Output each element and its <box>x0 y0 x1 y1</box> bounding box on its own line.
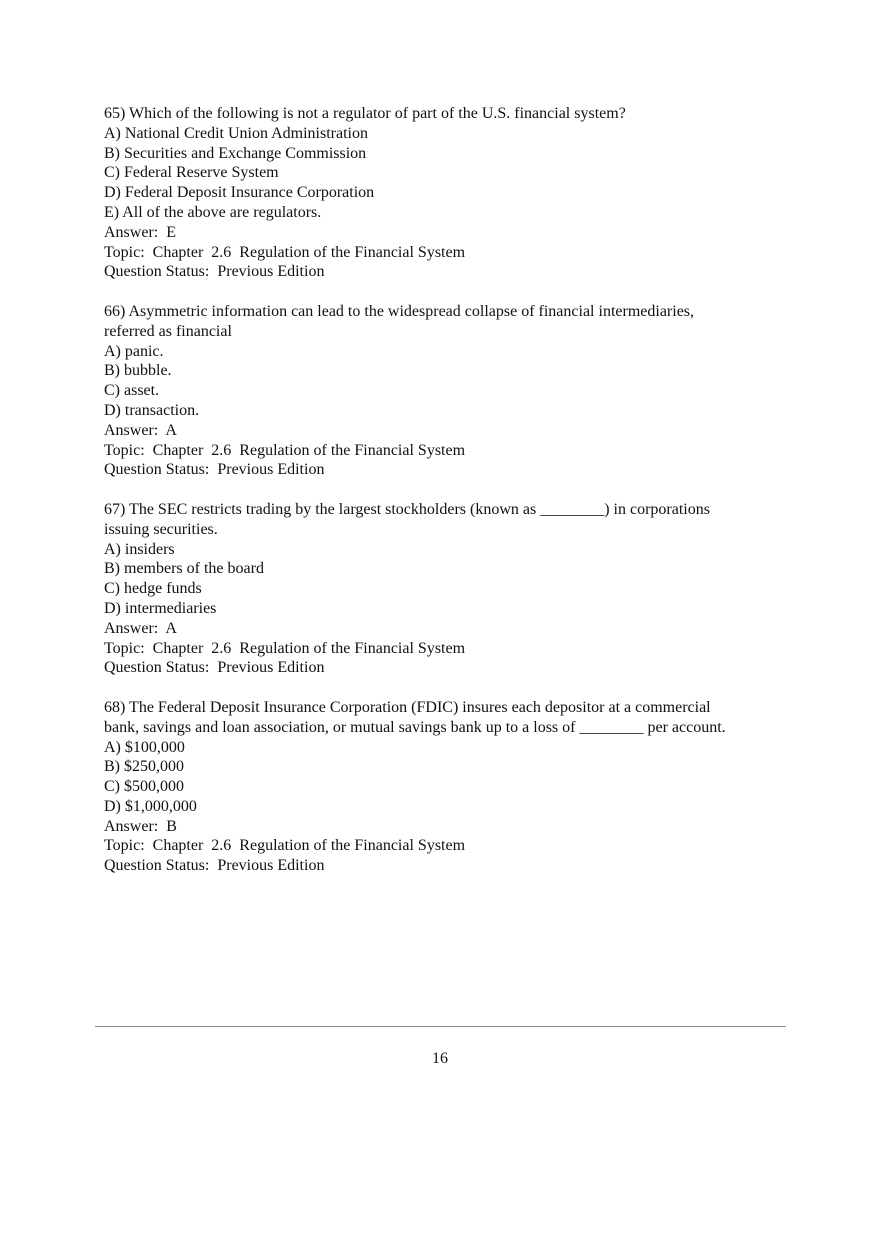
question-stem-line: 67) The SEC restricts trading by the largest stockholders (known as ________) in corporations <box>104 500 710 518</box>
question-65 <box>104 104 804 282</box>
question-67 <box>104 500 804 678</box>
question-stem-line: bank, savings and loan association, or mutual savings bank up to a loss of ________ per account. <box>104 718 726 736</box>
answer-option: A) $100,000 <box>104 738 185 756</box>
answer-option: A) insiders <box>104 540 175 558</box>
answer-option: C) $500,000 <box>104 778 184 796</box>
answer-option: D) intermediaries <box>104 599 217 617</box>
topic-line: Topic: Chapter 2.6 Regulation of the Financial System <box>104 639 466 657</box>
answer-option: C) hedge funds <box>104 580 202 598</box>
topic-line: Topic: Chapter 2.6 Regulation of the Financial System <box>104 441 466 459</box>
question-status: Question Status: Previous Edition <box>104 461 325 479</box>
question-status: Question Status: Previous Edition <box>104 263 325 281</box>
page-number: 16 <box>432 1050 448 1067</box>
answer-key: Answer: A <box>104 421 177 439</box>
answer-option: B) Securities and Exchange Commission <box>104 144 367 162</box>
answer-option: A) panic. <box>104 342 164 360</box>
question-stem-line: 68) The Federal Deposit Insurance Corporation (FDIC) insures each depositor at a commercial <box>104 698 711 716</box>
answer-option: B) members of the board <box>104 560 264 578</box>
answer-option: B) $250,000 <box>104 758 184 776</box>
topic-line: Topic: Chapter 2.6 Regulation of the Financial System <box>104 243 466 261</box>
answer-option: B) bubble. <box>104 362 172 380</box>
answer-key: Answer: A <box>104 619 177 637</box>
answer-key: Answer: E <box>104 223 176 241</box>
answer-option: C) Federal Reserve System <box>104 164 279 182</box>
answer-option: E) All of the above are regulators. <box>104 203 322 221</box>
answer-option: D) $1,000,000 <box>104 797 197 815</box>
answer-key: Answer: B <box>104 817 177 835</box>
question-stem-line: 66) Asymmetric information can lead to the widespread collapse of financial intermediaries, <box>104 302 695 320</box>
question-68 <box>104 698 804 876</box>
answer-option: C) asset. <box>104 382 160 400</box>
page-content <box>104 104 804 896</box>
answer-option: A) National Credit Union Administration <box>104 124 368 142</box>
answer-option: D) Federal Deposit Insurance Corporation <box>104 184 375 202</box>
footer-divider <box>95 1026 786 1027</box>
question-status: Question Status: Previous Edition <box>104 857 325 875</box>
question-66 <box>104 302 804 480</box>
topic-line: Topic: Chapter 2.6 Regulation of the Financial System <box>104 837 466 855</box>
question-stem-line: 65) Which of the following is not a regulator of part of the U.S. financial system? <box>104 105 626 122</box>
question-stem-line: issuing securities. <box>104 520 218 538</box>
question-stem-line: referred as financial <box>104 322 232 340</box>
question-status: Question Status: Previous Edition <box>104 659 325 677</box>
answer-option: D) transaction. <box>104 401 200 419</box>
